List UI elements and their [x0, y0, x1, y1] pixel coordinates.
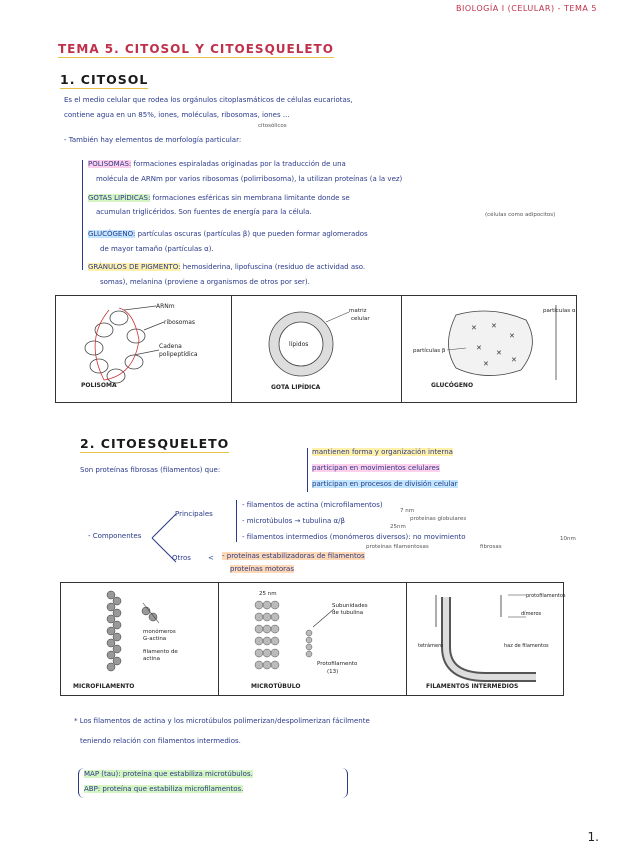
s1-figures-box [55, 295, 577, 403]
item-polisomas-2: molécula de ARNm por varios ribosomas (polirribosoma), la utilizan proteínas (a la vez) [96, 175, 403, 183]
label: ribosomas [164, 319, 196, 326]
section2-heading: 2. CITOESQUELETO [80, 436, 230, 451]
note1: * Los filamentos de actina y los microtúbulos polimerizan/despolimerizan fácilmente [74, 717, 370, 725]
item-term: GOTAS LIPÍDICAS: [88, 194, 151, 202]
item-text: hemosiderina, lipofuscina (residuo de actividad aso. [182, 263, 366, 271]
label: actina [143, 656, 160, 662]
otros-text: - proteínas estabilizadoras de filamentos [222, 552, 365, 560]
glucogeno-drawing [411, 300, 576, 385]
divider [406, 583, 407, 695]
s1-line2-note: citosólicos [258, 123, 287, 129]
divider [218, 583, 219, 695]
s2-figures-box [60, 582, 564, 696]
label: partículas β [413, 348, 446, 354]
label: partículas α [543, 308, 576, 314]
label: matriz [349, 308, 367, 314]
fig-caption-microfilamento: MICROFILAMENTO [73, 683, 135, 690]
otros-text: proteínas motoras [230, 565, 294, 573]
fig-caption-filamentos: FILAMENTOS INTERMEDIOS [426, 683, 519, 690]
s1-line3: - También hay elementos de morfología particular: [64, 136, 242, 144]
item-term: GLUCÓGENO: [88, 230, 136, 238]
page-number: 1. [587, 830, 599, 844]
note2: teniendo relación con filamentos intermedios. [80, 737, 241, 745]
item-gotas-2: acumulan triglicéridos. Son fuentes de energía para la célula. [96, 208, 312, 216]
otros-arrow: < [208, 554, 214, 562]
def-item [84, 786, 243, 793]
principal-note: 25nm [390, 524, 406, 530]
svg-text:✕: ✕ [509, 332, 515, 340]
svg-text:✕: ✕ [483, 360, 489, 368]
label: Cadena [159, 343, 182, 350]
otros-label: Otros [172, 554, 191, 562]
otros-item [230, 566, 294, 573]
divider [401, 296, 402, 402]
components-label: - Componentes [88, 532, 142, 540]
label: G-actina [143, 636, 167, 642]
principal-note: fibrosas [480, 544, 502, 550]
def-item [84, 771, 253, 778]
page-title: TEMA 5. CITOSOL Y CITOESQUELETO [58, 42, 334, 56]
svg-text:✕: ✕ [491, 322, 497, 330]
item-granulos-2: somas), melanina (proviene a organismos de otros por ser). [100, 278, 310, 286]
item-term: POLISOMAS: [88, 160, 132, 168]
principal-item: - microtúbulos → tubulina α/β [242, 517, 345, 525]
principal-note: proteínas filamentosas [366, 544, 429, 550]
section1-heading: 1. CITOSOL [60, 72, 149, 87]
label: 25 nm [259, 591, 277, 597]
principal-note: 7 nm [400, 508, 415, 514]
principal-note: proteínas globulares [410, 516, 467, 522]
filamentos-intermedios-drawing [416, 587, 566, 683]
s1-line2: contiene agua en un 85%, iones, moléculas, ribosomas, iones ... [64, 111, 290, 119]
item-polisomas [88, 161, 346, 168]
principales-bracket [236, 500, 237, 542]
def-text: MAP (tau): proteína que estabiliza microtúbulos. [84, 770, 253, 778]
fig-caption-polisoma: POLISOMA [81, 382, 117, 389]
fig-caption-gota: GOTA LIPÍDICA [271, 384, 321, 391]
label: celular [351, 316, 370, 322]
label: dímeros [521, 611, 542, 617]
principal-item: - filamentos intermedios (monómeros diversos): no movimiento [242, 533, 466, 541]
s2-function [312, 465, 440, 472]
divider [231, 296, 232, 402]
svg-text:✕: ✕ [476, 344, 482, 352]
s1-line1: Es el medio celular que rodea los orgánulos citoplasmáticos de células eucariotas, [64, 96, 353, 104]
label: (13) [327, 669, 339, 675]
principales-label: Principales [175, 510, 213, 518]
item-granulos [88, 264, 365, 271]
svg-text:✕: ✕ [471, 324, 477, 332]
s2-function [312, 481, 458, 488]
principal-note: 10nm [560, 536, 576, 542]
function-text: mantienen forma y organización interna [312, 448, 453, 456]
item-text: formaciones esféricas sin membrana limitante donde se [152, 194, 350, 202]
label: Protofilamento [317, 661, 358, 667]
principal-item: - filamentos de actina (microfilamentos) [242, 501, 383, 509]
function-text: participan en procesos de división celular [312, 480, 458, 488]
items-bracket [82, 160, 83, 270]
label: haz de filamentos [504, 643, 549, 649]
s2-function [312, 449, 453, 456]
s2-intro: Son proteínas fibrosas (filamentos) que: [80, 466, 221, 474]
item-text: formaciones espiraladas originadas por la traducción de una [133, 160, 346, 168]
label: polipeptídica [159, 351, 198, 358]
def-text: ABP: proteína que estabiliza microfilamentos. [84, 785, 244, 793]
label: ARNm [156, 303, 175, 310]
label: de tubulina [332, 610, 364, 616]
microtubulo-drawing [229, 587, 399, 683]
fig-caption-glucogeno: GLUCÓGENO [431, 382, 474, 389]
label: lípidos [289, 341, 309, 348]
item-gotas [88, 195, 350, 202]
label: monómeros [143, 629, 176, 635]
polisoma-drawing [64, 300, 229, 395]
label: filamento de [143, 649, 178, 655]
item-term: GRÁNULOS DE PIGMENTO: [88, 263, 181, 271]
label: protofilamentos [526, 593, 566, 599]
page-header: BIOLOGÍA I (CELULAR) - TEMA 5 [456, 4, 597, 13]
fig-caption-microtubulo: MICROTÚBULO [251, 683, 301, 690]
svg-text:✕: ✕ [496, 349, 502, 357]
label: tetrámero [418, 643, 444, 649]
item-gotas-note: (células como adipocitos) [485, 212, 556, 218]
item-text: partículas oscuras (partículas β) que pueden formar aglomerados [137, 230, 368, 238]
label: Subunidades [332, 603, 368, 609]
functions-bracket [307, 448, 308, 492]
item-glucogeno-2: de mayor tamaño (partículas α). [100, 245, 214, 253]
function-text: participan en movimientos celulares [312, 464, 440, 472]
gota-lipidica-drawing [251, 302, 391, 382]
microfilamento-drawing [71, 587, 211, 683]
otros-item [222, 553, 365, 560]
svg-text:✕: ✕ [511, 356, 517, 364]
item-glucogeno [88, 231, 368, 238]
